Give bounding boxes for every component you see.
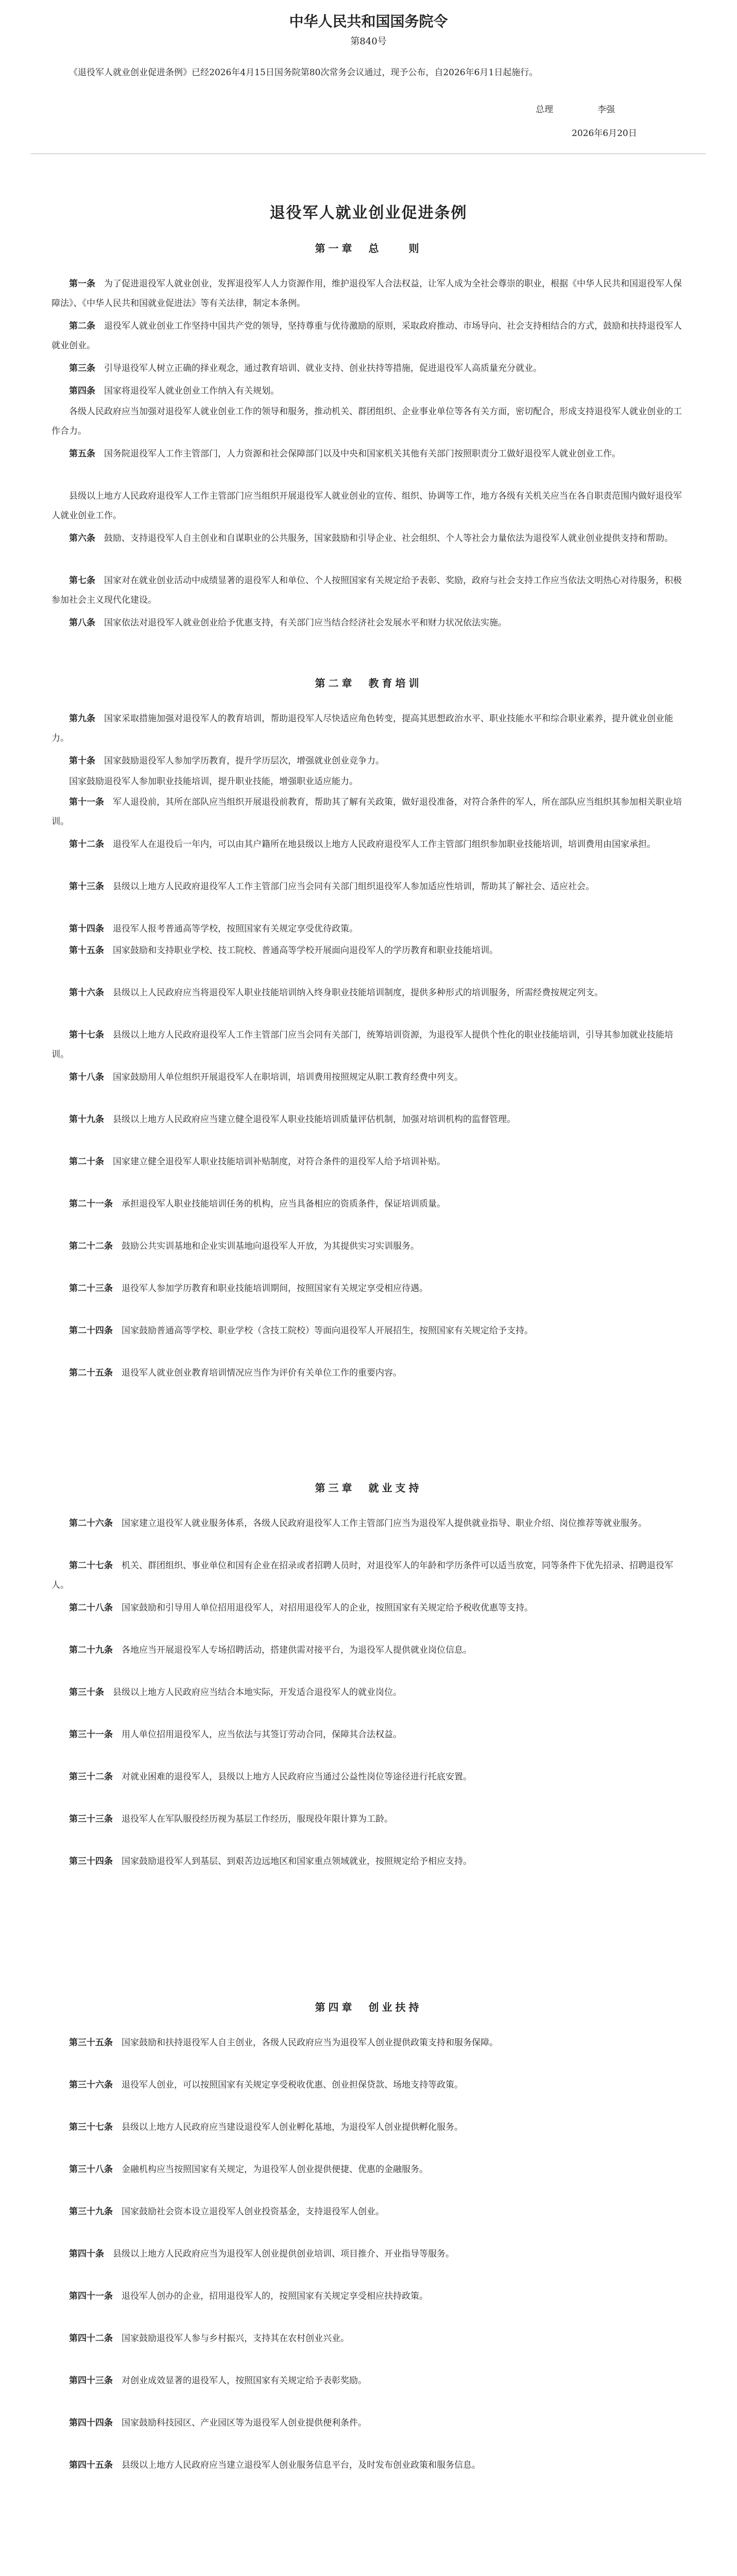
article-26 [52, 1514, 685, 1533]
article-text: 退役军人创办的企业，招用退役军人的，按照国家有关规定享受相应扶持政策。 [122, 2291, 428, 2301]
article-text: 县级以上地方人民政府应当建立退役军人创业服务信息平台，及时发布创业政策和服务信息。 [122, 2460, 481, 2470]
article-label: 第二十条 [69, 1157, 104, 1167]
article-25 [52, 1363, 685, 1383]
article-32 [52, 1767, 685, 1787]
article-text: 国家鼓励退役军人到基层、到艰苦边远地区和国家重点领域就业，按照规定给予相应支持。 [122, 1856, 472, 1867]
signer-role: 总理 [536, 105, 553, 115]
article-40 [52, 2244, 685, 2264]
article-label: 第三十三条 [69, 1814, 113, 1824]
article-label: 第十四条 [69, 924, 104, 934]
article-19 [52, 1110, 685, 1129]
article-text: 承担退役军人职业技能培训任务的机构，应当具备相应的资质条件，保证培训质量。 [122, 1199, 445, 1209]
article-label: 第二十五条 [69, 1368, 113, 1378]
article-label: 第十三条 [69, 882, 104, 892]
article-13 [52, 877, 685, 896]
article-text: 县级以上人民政府应当将退役军人职业技能培训纳入终身职业技能培训制度，提供多种形式的培训服务，所需经费按规定列支。 [113, 988, 603, 998]
article-text: 退役军人就业创业工作坚持中国共产党的领导，坚持尊重与优待激励的原则，采取政府推动、市场导向、社会支持相结合的方式，鼓励和扶持退役军人就业创业。 [52, 321, 682, 351]
article-text: 退役军人就业创业教育培训情况应当作为评价有关单位工作的重要内容。 [122, 1368, 402, 1378]
article-11 [52, 792, 685, 832]
article-8 [52, 613, 685, 633]
decree-date: 2026年6月20日 [572, 128, 637, 139]
article-18 [52, 1067, 685, 1087]
article-4-para-2 [52, 402, 685, 441]
article-label: 第三十八条 [69, 2164, 113, 2175]
article-text: 国家鼓励用人单位组织开展退役军人在职培训，培训费用按照规定从职工教育经费中列支。 [113, 1072, 463, 1082]
article-label: 第四条 [69, 386, 95, 396]
article-label: 第十六条 [69, 988, 104, 998]
article-label: 第二十四条 [69, 1326, 113, 1336]
article-label: 第二十九条 [69, 1645, 113, 1655]
article-label: 第十二条 [69, 839, 104, 850]
article-label: 第二十六条 [69, 1518, 113, 1529]
article-label: 第二条 [69, 321, 95, 331]
article-text: 国家鼓励和引导用人单位招用退役军人，对招用退役军人的企业，按照国家有关规定给予税收优惠等支持。 [122, 1603, 533, 1613]
article-text: 机关、群团组织、事业单位和国有企业在招录或者招聘人员时，对退役军人的年龄和学历条件可以适当放宽，同等条件下优先招录、招聘退役军人。 [52, 1561, 673, 1590]
article-39 [52, 2202, 685, 2222]
article-text: 国家鼓励退役军人参加职业技能培训，提升职业技能，增强职业适应能力。 [69, 776, 358, 787]
article-9 [52, 709, 685, 748]
article-44 [52, 2413, 685, 2433]
article-label: 第四十四条 [69, 2418, 113, 2428]
article-6 [52, 529, 685, 548]
decree-title: 中华人民共和国国务院令 [289, 13, 448, 30]
article-22 [52, 1236, 685, 1256]
article-41 [52, 2286, 685, 2306]
article-text: 国家对在就业创业活动中成绩显著的退役军人和单位、个人按照国家有关规定给予表彰、奖励，政府与社会支持工作应当依法文明热心对待服务，积极参加社会主义现代化建设。 [52, 575, 682, 605]
article-17 [52, 1025, 685, 1064]
article-label: 第三十九条 [69, 2207, 113, 2217]
article-label: 第三十一条 [69, 1730, 113, 1740]
article-text: 国家鼓励退役军人参加学历教育，提升学历层次，增强就业创业竞争力。 [104, 756, 384, 766]
article-text: 国家鼓励社会资本设立退役军人创业投资基金，支持退役军人创业。 [122, 2207, 384, 2217]
article-text: 县级以上地方人民政府退役军人工作主管部门应当会同有关部门，统筹培训资源，为退役军人提供个性化的职业技能培训，引导其参加就业技能培训。 [52, 1030, 673, 1060]
article-text: 为了促进退役军人就业创业，发挥退役军人人力资源作用，维护退役军人合法权益，让军人成为全社会尊崇的职业，根据《中华人民共和国退役军人保障法》、《中华人民共和国就业促进法》等有关法律，制定本条例。 [52, 279, 682, 309]
article-text: 国家鼓励退役军人参与乡村振兴，支持其在农村创业兴业。 [122, 2333, 349, 2344]
article-text: 县级以上地方人民政府应当建设退役军人创业孵化基地，为退役军人创业提供孵化服务。 [122, 2122, 463, 2132]
article-14 [52, 919, 685, 939]
article-label: 第二十八条 [69, 1603, 113, 1613]
article-label: 第三十二条 [69, 1772, 113, 1782]
article-label: 第十一条 [69, 797, 104, 807]
article-29 [52, 1640, 685, 1660]
article-33 [52, 1809, 685, 1829]
article-label: 第二十三条 [69, 1283, 113, 1294]
article-20 [52, 1152, 685, 1172]
article-text: 退役军人创业，可以按照国家有关规定享受税收优惠、创业担保贷款、场地支持等政策。 [122, 2080, 463, 2090]
article-text: 县级以上地方人民政府应当为退役军人创业提供创业培训、项目推介、开业指导等服务。 [113, 2249, 454, 2259]
article-30 [52, 1683, 685, 1702]
article-text: 鼓励公共实训基地和企业实训基地向退役军人开放，为其提供实习实训服务。 [122, 1241, 419, 1251]
article-text: 国家建立退役军人就业服务体系，各级人民政府退役军人工作主管部门应当为退役军人提供就业指导、职业介绍、岗位推荐等就业服务。 [122, 1518, 647, 1529]
article-label: 第七条 [69, 575, 95, 586]
article-label: 第六条 [69, 533, 95, 544]
article-label: 第十七条 [69, 1030, 104, 1040]
article-37 [52, 2117, 685, 2137]
article-text: 国务院退役军人工作主管部门，人力资源和社会保障部门以及中央和国家机关其他有关部门按照职责分工做好退役军人就业创业工作。 [104, 449, 621, 459]
article-text: 国家将退役军人就业创业工作纳入有关规划。 [104, 386, 279, 396]
decree-number: 第840号 [350, 36, 387, 47]
article-label: 第四十条 [69, 2249, 104, 2259]
article-2 [52, 316, 685, 355]
decree-preamble: 《退役军人就业创业促进条例》已经2026年4月15日国务院第80次常务会议通过，现予公布，自2026年6月1日起施行。 [69, 67, 538, 78]
article-label: 第四十三条 [69, 2376, 113, 2386]
article-3 [52, 359, 685, 378]
article-text: 退役军人参加学历教育和职业技能培训期间，按照国家有关规定享受相应待遇。 [122, 1283, 428, 1294]
article-text: 国家鼓励和支持职业学校、技工院校、普通高等学校开展面向退役军人的学历教育和职业技能培训。 [113, 945, 498, 956]
article-text: 各级人民政府应当加强对退役军人就业创业工作的领导和服务，推动机关、群团组织、企业事业单位等各有关方面，密切配合，形成支持退役军人就业创业的工作合力。 [52, 406, 682, 436]
article-21 [52, 1194, 685, 1214]
article-text: 对就业困难的退役军人，县级以上地方人民政府应当通过公益性岗位等途径进行托底安置。 [122, 1772, 472, 1782]
article-text: 对创业成效显著的退役军人，按照国家有关规定给予表彰奖励。 [122, 2376, 367, 2386]
article-text: 国家建立健全退役军人职业技能培训补贴制度，对符合条件的退役军人给予培训补贴。 [113, 1157, 445, 1167]
article-label: 第一条 [69, 279, 95, 289]
article-12 [52, 835, 685, 854]
article-text: 退役军人报考普通高等学校，按照国家有关规定享受优待政策。 [113, 924, 358, 934]
chapter-heading-2: 第二章 教育培训 [315, 677, 422, 689]
article-label: 第十条 [69, 756, 95, 766]
article-text: 军人退役前，其所在部队应当组织开展退役前教育，帮助其了解有关政策，做好退役准备，对符合条件的军人，所在部队应当组织其参加相关职业培训。 [52, 797, 682, 827]
regulation-title: 退役军人就业创业促进条例 [269, 204, 468, 222]
article-text: 县级以上地方人民政府退役军人工作主管部门应当组织开展退役军人就业创业的宣传、组织、协调等工作，地方各级有关机关应当在各自职责范围内做好退役军人就业创业工作。 [52, 491, 682, 521]
article-42 [52, 2329, 685, 2348]
article-label: 第十九条 [69, 1114, 104, 1125]
article-label: 第五条 [69, 449, 95, 459]
article-31 [52, 1725, 685, 1744]
article-text: 国家鼓励普通高等学校、职业学校（含技工院校）等面向退役军人开展招生，按照国家有关规定给予支持。 [122, 1326, 533, 1336]
article-label: 第八条 [69, 618, 95, 628]
article-label: 第三十七条 [69, 2122, 113, 2132]
article-label: 第三十四条 [69, 1856, 113, 1867]
article-text: 国家采取措施加强对退役军人的教育培训，帮助退役军人尽快适应角色转变，提高其思想政治水平、职业技能水平和综合职业素养，提升就业创业能力。 [52, 714, 673, 743]
article-38 [52, 2160, 685, 2179]
article-text: 各地应当开展退役军人专场招聘活动，搭建供需对接平台，为退役军人提供就业岗位信息。 [122, 1645, 472, 1655]
article-text: 金融机构应当按照国家有关规定，为退役军人创业提供便捷、优惠的金融服务。 [122, 2164, 428, 2175]
article-label: 第四十二条 [69, 2333, 113, 2344]
article-label: 第三十条 [69, 1687, 104, 1698]
article-43 [52, 2371, 685, 2391]
chapter-heading-1: 第一章 总 则 [315, 242, 422, 255]
article-text: 用人单位招用退役军人，应当依法与其签订劳动合同，保障其合法权益。 [122, 1730, 402, 1740]
article-34 [52, 1852, 685, 1871]
article-label: 第九条 [69, 714, 95, 724]
article-16 [52, 983, 685, 1003]
article-label: 第二十一条 [69, 1199, 113, 1209]
article-10 [52, 751, 685, 771]
article-10-para-2 [52, 772, 685, 791]
article-label: 第三十六条 [69, 2080, 113, 2090]
article-label: 第三十五条 [69, 2038, 113, 2048]
article-4 [52, 381, 685, 401]
article-text: 引导退役军人树立正确的择业观念，通过教育培训、就业支持、创业扶持等措施，促进退役军人高质量充分就业。 [104, 363, 542, 374]
article-text: 退役军人在退役后一年内，可以由其户籍所在地县级以上地方人民政府退役军人工作主管部门组织参加职业技能培训，培训费用由国家承担。 [113, 839, 656, 850]
article-1 [52, 274, 685, 313]
article-label: 第二十七条 [69, 1561, 113, 1571]
article-label: 第十五条 [69, 945, 104, 956]
article-text: 国家鼓励科技园区、产业园区等为退役军人创业提供便利条件。 [122, 2418, 367, 2428]
article-label: 第四十一条 [69, 2291, 113, 2301]
signer-name: 李强 [597, 105, 615, 115]
article-7 [52, 571, 685, 610]
article-text: 县级以上地方人民政府应当建立健全退役军人职业技能培训质量评估机制，加强对培训机构的监督管理。 [113, 1114, 516, 1125]
article-15 [52, 941, 685, 960]
article-23 [52, 1279, 685, 1298]
article-36 [52, 2075, 685, 2095]
article-label: 第三条 [69, 363, 95, 374]
article-45 [52, 2455, 685, 2475]
article-text: 县级以上地方人民政府退役军人工作主管部门应当会同有关部门组织退役军人参加适应性培训，帮助其了解社会、适应社会。 [113, 882, 594, 892]
chapter-heading-4: 第四章 创业扶持 [315, 2001, 422, 2013]
article-text: 国家依法对退役军人就业创业给予优惠支持，有关部门应当结合经济社会发展水平和财力状况依法实施。 [104, 618, 507, 628]
article-label: 第二十二条 [69, 1241, 113, 1251]
article-35 [52, 2033, 685, 2053]
article-text: 退役军人在军队服役经历视为基层工作经历，服现役年限计算为工龄。 [122, 1814, 393, 1824]
article-27 [52, 1556, 685, 1595]
article-label: 第四十五条 [69, 2460, 113, 2470]
article-text: 国家鼓励和扶持退役军人自主创业，各级人民政府应当为退役军人创业提供政策支持和服务保障。 [122, 2038, 498, 2048]
article-24 [52, 1321, 685, 1341]
article-text: 鼓励、支持退役军人自主创业和自谋职业的公共服务，国家鼓励和引导企业、社会组织、个人等社会力量依法为退役军人就业创业提供支持和帮助。 [104, 533, 673, 544]
article-text: 县级以上地方人民政府应当结合本地实际，开发适合退役军人的就业岗位。 [113, 1687, 402, 1698]
article-28 [52, 1598, 685, 1618]
article-5-para-2 [52, 486, 685, 526]
chapter-heading-3: 第三章 就业支持 [315, 1482, 422, 1494]
article-label: 第十八条 [69, 1072, 104, 1082]
article-5 [52, 444, 685, 464]
